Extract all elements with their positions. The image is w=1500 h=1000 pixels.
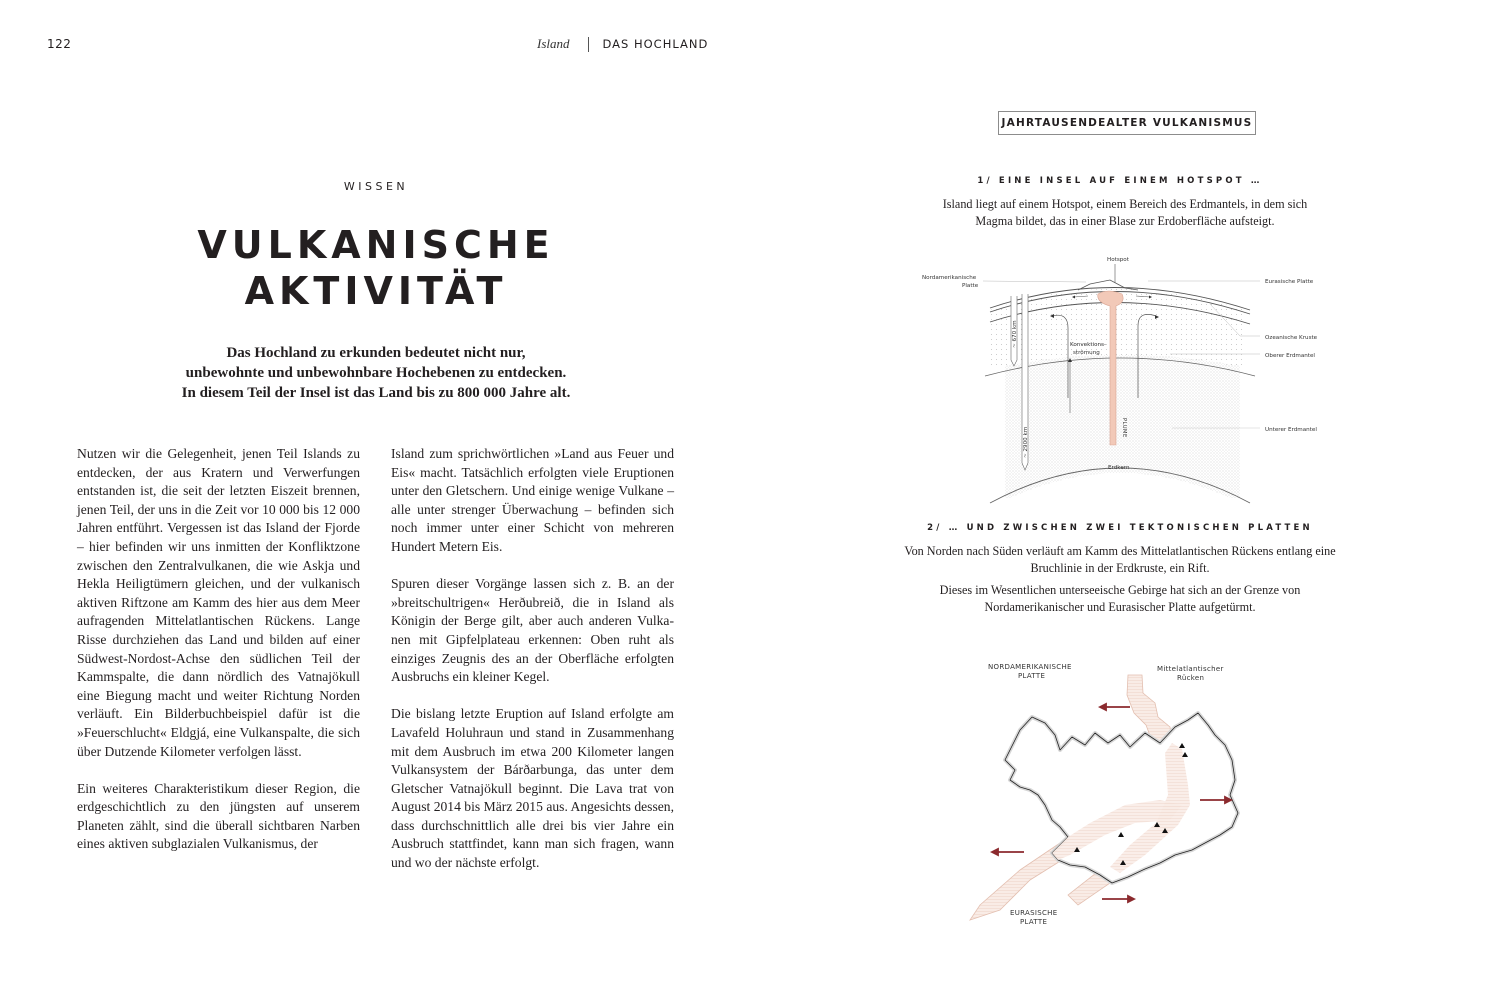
label-oceanic-crust: Ozeanische Kruste [1265, 335, 1318, 341]
lead-line-2: unbewohnte und unbewohnbare Hochebenen zu entdecken. [185, 365, 567, 381]
lead-line-1: Das Hochland zu erkunden bedeutet nicht nur, [226, 345, 526, 361]
label-hotspot: Hotspot [1107, 257, 1129, 263]
section-1-heading: 1/ EINE INSEL AUF EINEM HOTSPOT … [977, 176, 1263, 186]
map-label-ridge-2: Rücken [1177, 674, 1205, 682]
chapter-title: DAS HOCHLAND [602, 37, 709, 51]
label-eu-plate: Eurasische Platte [1265, 279, 1314, 285]
body-column-2 [391, 445, 674, 891]
paragraph: Die bislang letzte Eruption auf Island erfolgte am Lavafeld Holuhraun und stand in Zusammenhang mit dem Ausbruch im etwa 200 Kilometer langen Vulkansystem der Bárðarbunga, das unter dem Gletscher Vatnajökull beginnt. Die Lava trat von August 2014 bis März 2015 aus. Angesichts dessen, dass durchschnittlich alle drei bis vier Jahre ein Ausbruch stattfindet, kann man sich fragen, wann und wo der nächste erfolgt. [391, 706, 674, 871]
paragraph: Island zum sprichwörtlichen »Land aus Feuer und Eis« macht. Tatsächlich erfolgten viele Eruptionen unter den Gletschern. Und einige wenige Vulkane – alle unter strenger Überwachung – befinden sich noch immer unter einer Schicht von mehreren Hundert Metern Eis. [391, 446, 674, 554]
paragraph: Ein weiteres Charakteristikum dieser Region, die erdgeschichtlich zu den jüngsten auf unserem Planeten zählt, sind die überall sichtbaren Narben eines aktiven subglazialen Vulkanismus, der [77, 780, 360, 852]
lead-line-3: In diesem Teil der Insel ist das Land bis zu 800 000 Jahre alt. [181, 385, 571, 401]
label-convection-1: Konvektions- [1070, 342, 1106, 348]
map-label-na-plate-2: PLATTE [1018, 672, 1046, 680]
label-upper-mantle: Oberer Erdmantel [1265, 353, 1315, 359]
body-column-1 [77, 445, 360, 873]
running-head [537, 36, 708, 52]
label-core: Erdkern [1108, 465, 1130, 471]
title-line-2: AKTIVITÄT [244, 269, 508, 313]
label-na-plate-1: Nordamerikanische [922, 275, 977, 281]
page-number: 122 [47, 37, 72, 51]
section-2-text-2: Dieses im Wesentlichen unterseeische Gebirge hat sich an der Grenze von Nordamerikanischer und Eurasischer Platte aufgetürmt. [939, 583, 1301, 614]
article-lead [0, 343, 752, 403]
map-label-ridge-1: Mittelatlantischer [1157, 665, 1224, 673]
map-label-eu-plate-1: EURASISCHE [1010, 909, 1058, 917]
sidebar-box-title: JAHRTAUSENDEALTER VULKANISMUS [998, 111, 1256, 135]
iceland-rift-map [960, 655, 1260, 935]
label-depth-2900: ~ 2900 km [1023, 426, 1029, 458]
map-label-eu-plate-2: PLATTE [1020, 918, 1048, 926]
hotspot-diagram [910, 248, 1330, 508]
section-1-text: Island liegt auf einem Hotspot, einem Bereich des Erdmantels, in dem sich Magma bildet, das in einer Blase zur Erdoberfläche aufsteigt. [942, 197, 1308, 228]
label-depth-670: ~ 670 km [1012, 320, 1018, 348]
label-na-plate-2: Platte [962, 283, 979, 289]
paragraph: Nutzen wir die Gelegenheit, jenen Teil Islands zu entdecken, der aus Kratern und Verwerfungen entstanden ist, die seit der letzten Eiszeit brennen, jenen Teil, der uns in die Zeit vor 10 000 bis 12 000 Jahren entführt. Vergessen ist das Island der Fjorde – hier befinden wir uns inmitten der Konfliktzone zwischen den Zentralvulkanen, die wie Askja und Hekla Heiligtümern gleichen, und der vulkanisch aktiven Riftzone am Kamm des hier aus dem Meer aufragenden Mittelatlantischen Rückens. Lange Risse durchziehen das Land und bilden auf einer Südwest-Nordost-Achse den südlichen Teil der Kammspalte, die dann nördlich des Vatnajökull eine Biegung macht und weiter Richtung Norden verläuft. Ein Bilderbuchbeispiel dafür ist die »Feuerschlucht« Eldgjá, eine Vulkanspalte, die sich über Dutzende Kilometer verfolgen lässt. [77, 446, 360, 759]
section-2-text [900, 543, 1340, 621]
label-lower-mantle: Unterer Erdmantel [1265, 427, 1317, 433]
section-2-heading: 2/ … UND ZWISCHEN ZWEI TEKTONISCHEN PLATTEN [927, 523, 1313, 533]
map-label-na-plate-1: NORDAMERIKANISCHE [988, 663, 1072, 671]
paragraph: Spuren dieser Vorgänge lassen sich z. B. an der »breitschultrigen« Herðubreið, die in Island als Königin der Berge gilt, aber auch anderen Vulkanen mit Gipfelplateau erkennen: Oben ruht als einziges Zeugnis des an der Oberfläche erfolgten Ausbruchs ein kleiner Kegel. [391, 576, 674, 685]
title-line-1: VULKANISCHE [197, 223, 555, 267]
label-plume: PLUME [1121, 418, 1127, 438]
book-title: Island [537, 36, 570, 51]
article-title [0, 222, 752, 314]
article-kicker: WISSEN [343, 180, 409, 193]
section-2-text-1: Von Norden nach Süden verläuft am Kamm des Mittelatlantischen Rückens entlang eine Bruchlinie in der Erdkruste, ein Rift. [904, 544, 1336, 575]
header-divider [588, 37, 589, 52]
label-convection-2: strömung [1073, 350, 1100, 356]
